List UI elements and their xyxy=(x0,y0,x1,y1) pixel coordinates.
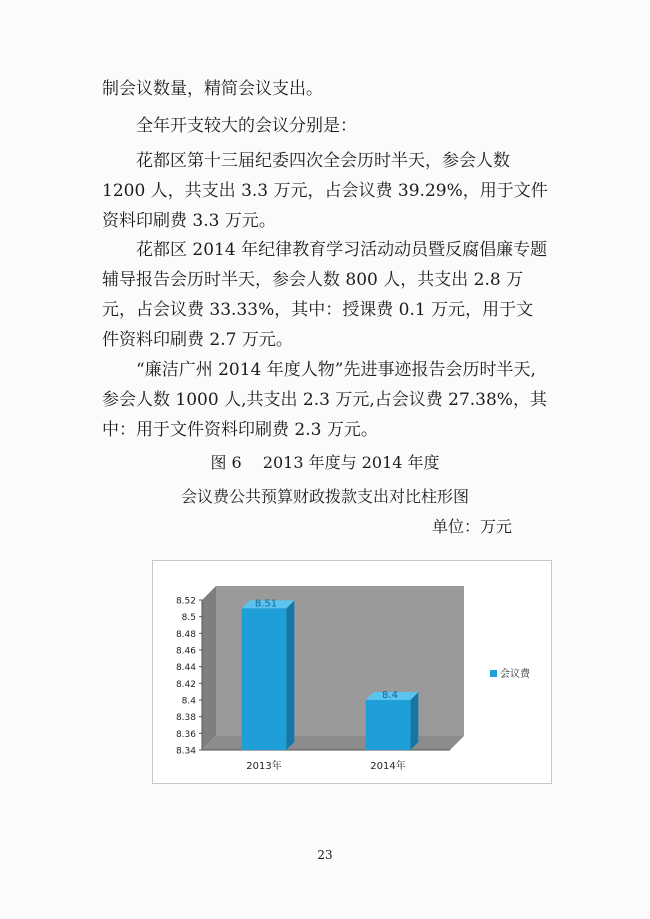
y-tick-label: 8.42 xyxy=(175,679,196,690)
y-tick-label: 8.4 xyxy=(181,696,196,707)
y-tick-label: 8.46 xyxy=(175,646,196,657)
bar-side xyxy=(410,692,418,750)
paragraph-2: 全年开支较大的会议分别是： xyxy=(136,116,357,136)
y-tick-label: 8.38 xyxy=(175,713,196,724)
paragraph-1: 制会议数量，精简会议支出。 xyxy=(102,79,323,99)
y-tick-label: 8.34 xyxy=(175,746,196,757)
figure-caption-line-1: 图 6 2013 年度与 2014 年度 xyxy=(210,453,440,472)
x-tick-label: 2013年 xyxy=(246,761,282,772)
y-tick-label: 8.48 xyxy=(175,629,196,640)
paragraph-3: 花都区第十三届纪委四次全会历时半天，参会人数 1200 人，共支出 3.3 万元，占会议费 39.29%，用于文件资料印刷费 3.3 万元。 xyxy=(102,151,548,231)
bar-1 xyxy=(242,608,287,750)
bar-chart xyxy=(152,560,552,784)
paragraph-5: “廉洁广州 2014 年度人物”先进事迹报告会历时半天,参会人数 1000 人,共支出 2.3 万元,占会议费 27.38%，其中：用于文件资料印刷费 2.3 万元。 xyxy=(102,360,547,440)
y-tick-label: 8.44 xyxy=(175,663,196,674)
legend-label: 会议费 xyxy=(500,669,530,680)
y-tick-label: 8.52 xyxy=(175,596,196,607)
legend-swatch xyxy=(490,670,497,677)
x-tick-label: 2014年 xyxy=(370,761,406,772)
bar-chart-svg xyxy=(152,560,552,784)
chart-side-wall xyxy=(202,586,216,750)
chart-floor xyxy=(202,736,464,750)
data-label: 8.51 xyxy=(254,598,278,610)
page-number: 23 xyxy=(317,848,333,862)
y-tick-label: 8.36 xyxy=(175,729,196,740)
bar-2 xyxy=(366,700,411,750)
paragraph-4: 花都区 2014 年纪律教育学习活动动员暨反腐倡廉专题辅导报告会历时半天，参会人数 800 人，共支出 2.8 万元，占会议费 33.33%，其中：授课费 0.1 万元，用于文件资料印刷费 2.7 万元。 xyxy=(102,240,548,350)
data-label: 8.4 xyxy=(382,690,398,701)
figure-caption-line-2: 会议费公共预算财政拨款支出对比柱形图 xyxy=(180,487,469,506)
figure-unit-label: 单位：万元 xyxy=(432,517,513,536)
y-tick-label: 8.5 xyxy=(181,613,196,624)
bar-side xyxy=(286,600,294,750)
